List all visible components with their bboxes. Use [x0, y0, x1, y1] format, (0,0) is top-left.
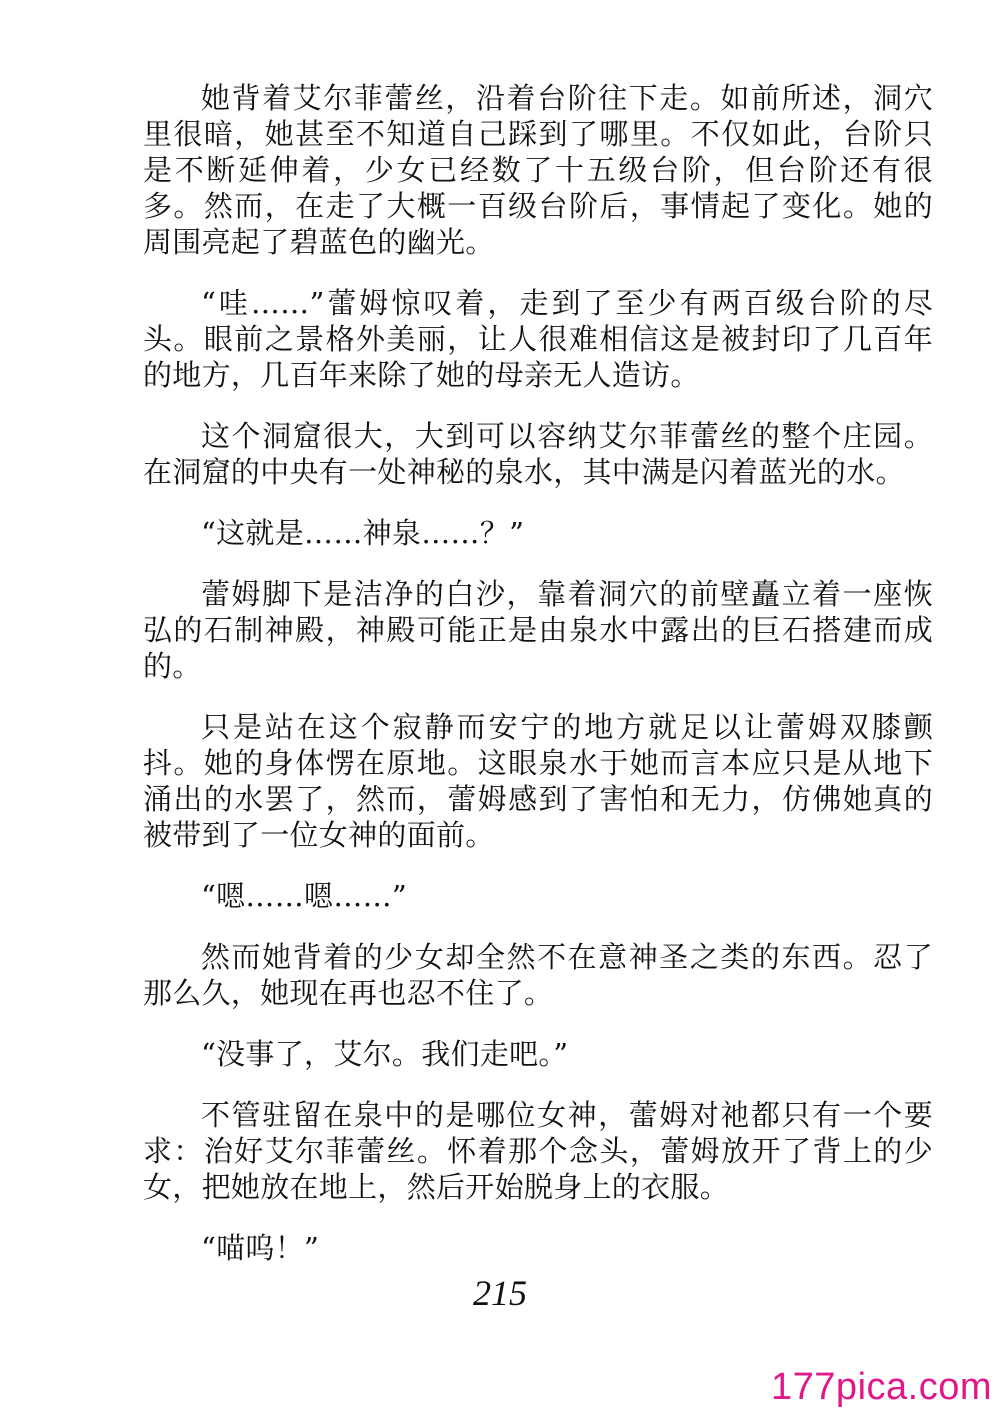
- site-watermark: 177pica.com: [771, 1366, 992, 1408]
- page-number: 215: [473, 1273, 527, 1313]
- paragraph-2: “哇……”蕾姆惊叹着，走到了至少有两百级台阶的尽头。眼前之景格外美丽，让人很难相信这是被封印了几百年的地方，几百年来除了她的母亲无人造访。: [143, 286, 933, 392]
- paragraph-5: 蕾姆脚下是洁净的白沙，靠着洞穴的前壁矗立着一座恢弘的石制神殿，神殿可能正是由泉水中露出的巨石搭建而成的。: [143, 577, 933, 683]
- paragraph-10: 不管驻留在泉中的是哪位女神，蕾姆对祂都只有一个要求：治好艾尔菲蕾丝。怀着那个念头，蕾姆放开了背上的少女，把她放在地上，然后开始脱身上的衣服。: [143, 1098, 933, 1204]
- paragraph-8: 然而她背着的少女却全然不在意神圣之类的东西。忍了那么久，她现在再也忍不住了。: [143, 940, 933, 1010]
- paragraph-7: “嗯……嗯……”: [201, 879, 408, 913]
- paragraph-6: 只是站在这个寂静而安宁的地方就足以让蕾姆双膝颤抖。她的身体愣在原地。这眼泉水于她而言本应只是从地下涌出的水罢了，然而，蕾姆感到了害怕和无力，仿佛她真的被带到了一位女神的面前。: [143, 710, 933, 852]
- paragraph-11: “喵呜！”: [201, 1231, 320, 1265]
- paragraph-3: 这个洞窟很大，大到可以容纳艾尔菲蕾丝的整个庄园。在洞窟的中央有一处神秘的泉水，其中满是闪着蓝光的水。: [143, 419, 933, 489]
- body-text: [143, 80, 933, 1291]
- paragraph-1: 她背着艾尔菲蕾丝，沿着台阶往下走。如前所述，洞穴里很暗，她甚至不知道自己踩到了哪里。不仅如此，台阶只是不断延伸着，少女已经数了十五级台阶，但台阶还有很多。然而，在走了大概一百级台阶后，事情起了变化。她的周围亮起了碧蓝色的幽光。: [143, 81, 933, 259]
- paragraph-4: “这就是……神泉……？”: [201, 516, 525, 550]
- paragraph-9: “没事了，艾尔。我们走吧。”: [201, 1037, 569, 1071]
